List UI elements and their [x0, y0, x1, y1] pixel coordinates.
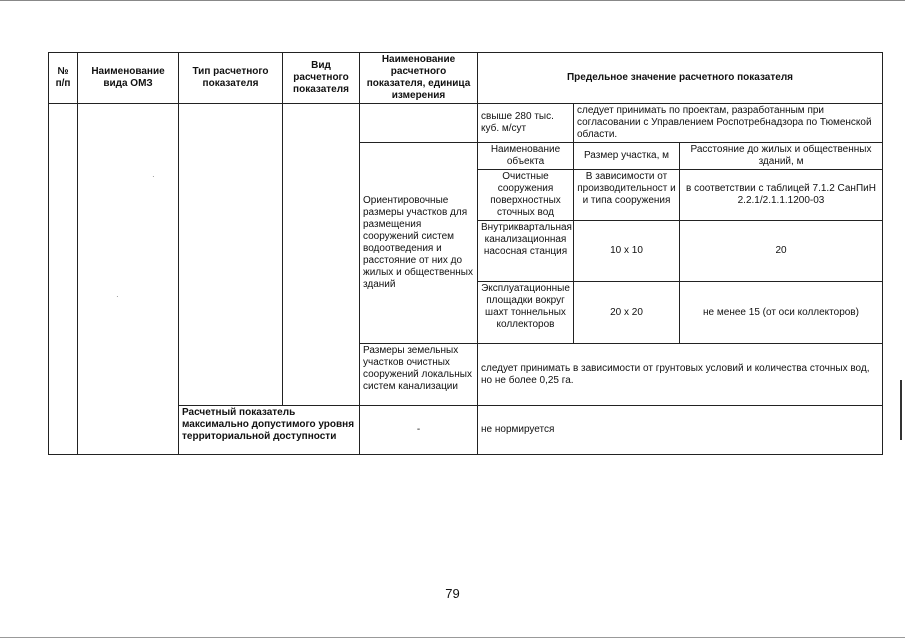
pump-plot: 10 х 10 [574, 221, 680, 282]
cell-kind [283, 104, 360, 406]
shaft-distance: не менее 15 (от оси коллекторов) [680, 282, 883, 344]
local-label: Размеры земельных участков очистных сооружений локальных систем канализации [360, 344, 478, 406]
header-indicator-kind: Вид расчетного показателя [283, 53, 360, 104]
sizes-label: Ориентировочные размеры участков для размещения сооружений систем водоотведения и расстояние от них до жилых и общественных зданий [360, 143, 478, 344]
sub-header-name: Наименование объекта [478, 143, 574, 170]
page-top-border [0, 0, 905, 1]
max-dash: - [360, 406, 478, 455]
local-text: следует принимать в зависимости от грунтовых условий и количества сточных вод, но не более 0,25 га. [478, 344, 883, 406]
header-limit-value: Предельное значение расчетного показателя [478, 53, 883, 104]
max-text: не нормируется [478, 406, 883, 455]
header-indicator-type: Тип расчетного показателя [179, 53, 283, 104]
sub-header-plot: Размер участка, м [574, 143, 680, 170]
header-indicator-name: Наименование расчетного показателя, единица измерения [360, 53, 478, 104]
treatment-distance: в соответствии с таблицей 7.1.2 СанПиН 2.2.1/2.1.1.1200-03 [680, 170, 883, 221]
scan-dot: · [152, 172, 155, 181]
treatment-name: Очистные сооружения поверхностных сточных вод [478, 170, 574, 221]
shaft-name: Эксплуатационные площадки вокруг шахт тоннельных коллекторов [478, 282, 574, 344]
table-row [49, 104, 883, 143]
page-number: 79 [445, 586, 460, 601]
cap-text: следует принимать по проектам, разработанным при согласовании с Управлением Роспотребнадзора по Тюменской области. [574, 104, 883, 143]
table-header-row [49, 53, 883, 104]
indicators-table [48, 52, 883, 455]
cell-oms-name [78, 104, 179, 455]
cell-type [179, 104, 283, 406]
cell-empty-name [360, 104, 478, 143]
scan-dot: · [116, 292, 119, 301]
pump-distance: 20 [680, 221, 883, 282]
page-bottom-border [0, 637, 905, 638]
page-right-edge [900, 380, 902, 440]
shaft-plot: 20 х 20 [574, 282, 680, 344]
pump-name: Внутриквартальная канализационная насосная станция [478, 221, 574, 282]
cap-threshold: свыше 280 тыс. куб. м/сут [478, 104, 574, 143]
sub-header-distance: Расстояние до жилых и общественных зданий, м [680, 143, 883, 170]
header-oms-name: Наименование вида ОМЗ [78, 53, 179, 104]
header-num: № п/п [49, 53, 78, 104]
max-label: Расчетный показатель максимально допустимого уровня территориальной доступности [179, 406, 360, 455]
cell-num [49, 104, 78, 455]
treatment-plot: В зависимости от производительност и и типа сооружения [574, 170, 680, 221]
